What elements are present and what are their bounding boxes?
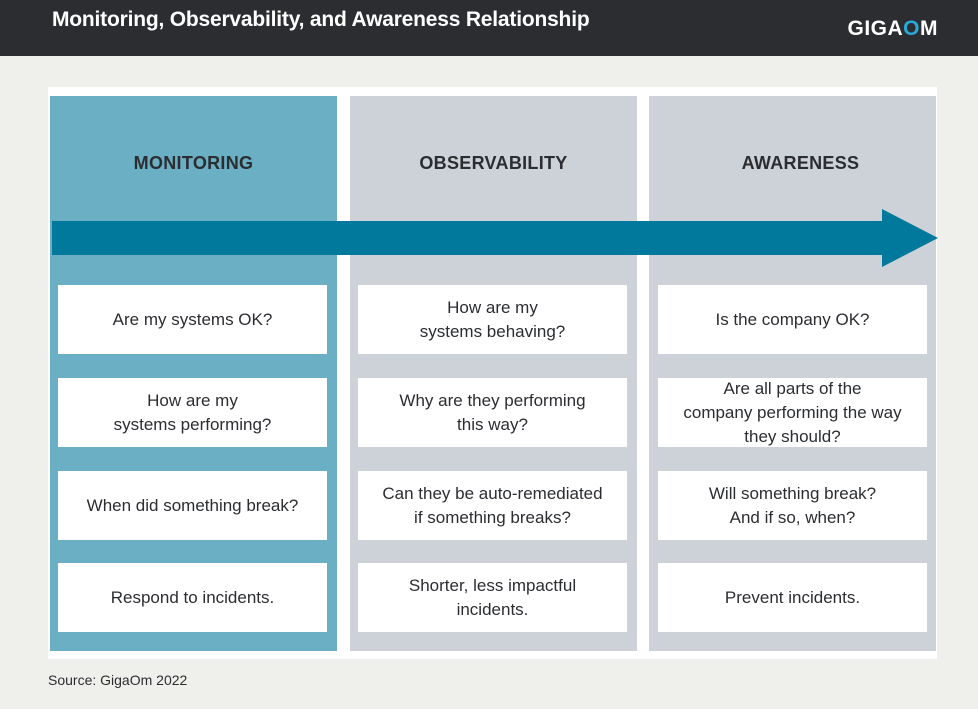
awareness-card-3: Will something break? And if so, when? xyxy=(658,471,927,540)
page-title: Monitoring, Observability, and Awareness Relationship xyxy=(52,8,590,31)
monitoring-card-1: Are my systems OK? xyxy=(58,285,327,354)
observability-card-4: Shorter, less impactful incidents. xyxy=(358,563,627,632)
awareness-card-1: Is the company OK? xyxy=(658,285,927,354)
gigaom-logo xyxy=(847,17,938,41)
monitoring-card-3: When did something break? xyxy=(58,471,327,540)
awareness-card-4: Prevent incidents. xyxy=(658,563,927,632)
logo-text-suffix: M xyxy=(920,17,938,40)
progression-arrow xyxy=(52,209,940,267)
observability-card-3: Can they be auto-remediated if something breaks? xyxy=(358,471,627,540)
heading-monitoring: MONITORING xyxy=(133,153,254,173)
arrow-shape xyxy=(52,209,938,267)
awareness-card-2: Are all parts of the company performing the way they should? xyxy=(658,378,927,447)
header-bar xyxy=(0,0,978,56)
logo-text-accent: O xyxy=(903,17,920,40)
observability-card-2: Why are they performing this way? xyxy=(358,378,627,447)
monitoring-card-2: How are my systems performing? xyxy=(58,378,327,447)
logo-text-prefix: GIGA xyxy=(847,17,904,40)
monitoring-card-4: Respond to incidents. xyxy=(58,563,327,632)
heading-observability: OBSERVABILITY xyxy=(419,153,568,173)
heading-awareness: AWARENESS xyxy=(741,153,860,173)
source-caption: Source: GigaOm 2022 xyxy=(48,672,188,688)
observability-card-1: How are my systems behaving? xyxy=(358,285,627,354)
